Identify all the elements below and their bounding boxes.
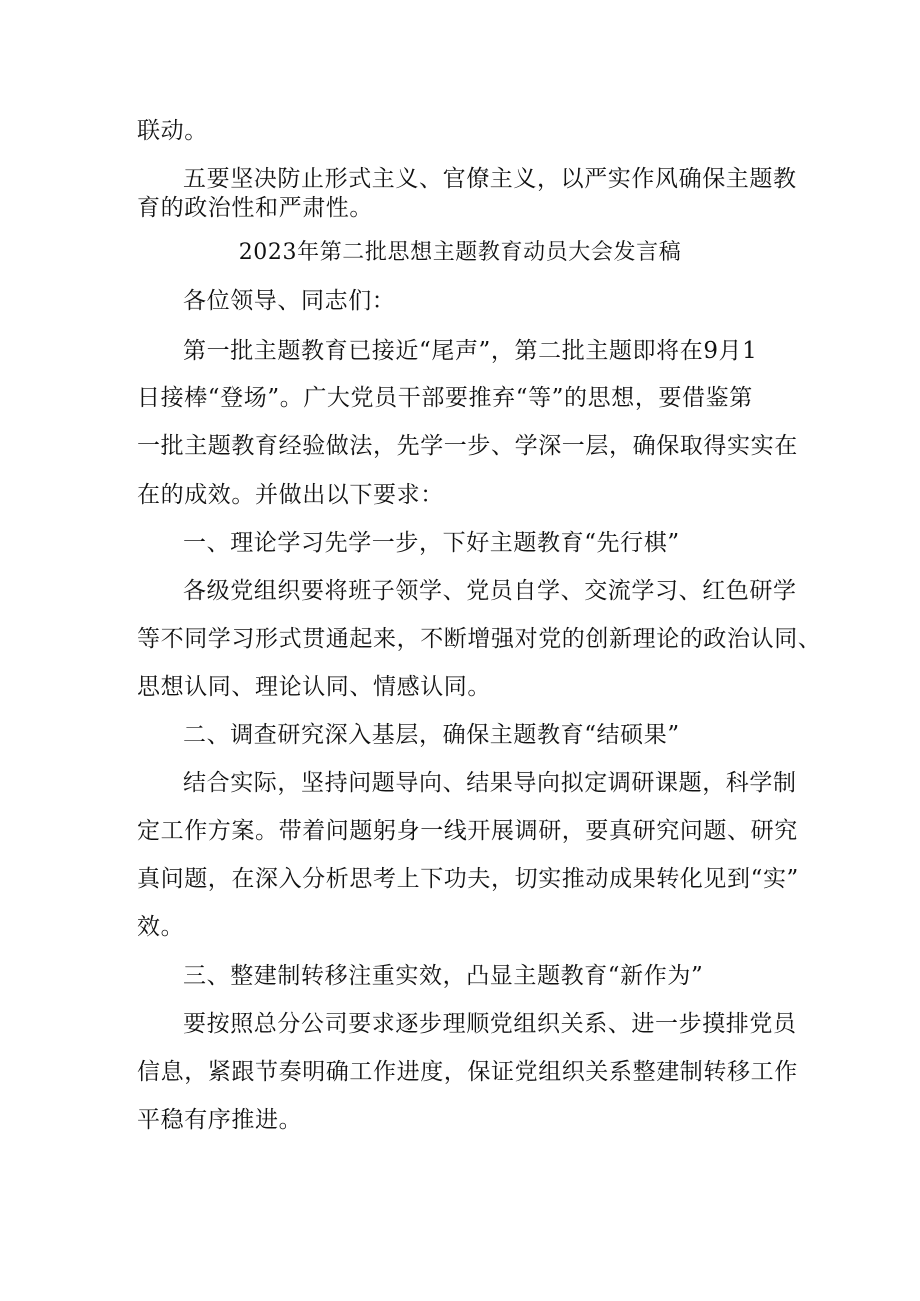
paragraph-line: 各级党组织要将班子领学、党员自学、交流学习、红色研学 bbox=[183, 578, 797, 604]
paragraph-line: 信息，紧跟节奏明确工作进度，保证党组织关系整建制转移工作 bbox=[137, 1059, 798, 1085]
paragraph-line: 等不同学习形式贯通起来，不断增强对党的创新理论的政治认同、 bbox=[137, 626, 822, 652]
paragraph-line: 育的政治性和严肃性。 bbox=[137, 195, 373, 221]
section-heading: 一、理论学习先学一步，下好主题教育“先行棋” bbox=[183, 530, 680, 556]
paragraph-line: 日接棒“登场”。广大党员干部要推弃“等”的思想，要借鉴第 bbox=[137, 385, 753, 411]
section-heading: 三、整建制转移注重实效，凸显主题教育“新作为” bbox=[183, 963, 704, 989]
paragraph-line: 真问题，在深入分析思考上下功夫，切实推动成果转化见到“实” bbox=[137, 866, 799, 892]
paragraph-line: 思想认同、理论认同、情感认同。 bbox=[137, 674, 491, 700]
paragraph-line: 联动。 bbox=[137, 118, 208, 144]
section-heading: 二、调查研究深入基层，确保主题教育“结硕果” bbox=[183, 722, 680, 748]
document-title: 2023年第二批思想主题教育动员大会发言稿 bbox=[238, 240, 682, 265]
paragraph-line: 结合实际，坚持问题导向、结果导向拟定调研课题，科学制 bbox=[183, 770, 797, 796]
salutation: 各位领导、同志们： bbox=[183, 288, 396, 314]
paragraph-line: 一批主题教育经验做法，先学一步、学深一层，确保取得实实在 bbox=[137, 433, 798, 459]
paragraph-line: 要按照总分公司要求逐步理顺党组织关系、进一步摸排党员 bbox=[183, 1011, 797, 1037]
paragraph-line: 平稳有序推进。 bbox=[137, 1107, 303, 1133]
paragraph-line: 第一批主题教育已接近“尾声”，第二批主题即将在9月1 bbox=[183, 338, 758, 364]
paragraph-line: 定工作方案。带着问题躬身一线开展调研，要真研究问题、研究 bbox=[137, 818, 798, 844]
paragraph-line: 在的成效。并做出以下要求： bbox=[137, 482, 444, 508]
paragraph-line: 五要坚决防止形式主义、官僚主义，以严实作风确保主题教 bbox=[183, 166, 797, 192]
paragraph-line: 效。 bbox=[137, 914, 185, 940]
